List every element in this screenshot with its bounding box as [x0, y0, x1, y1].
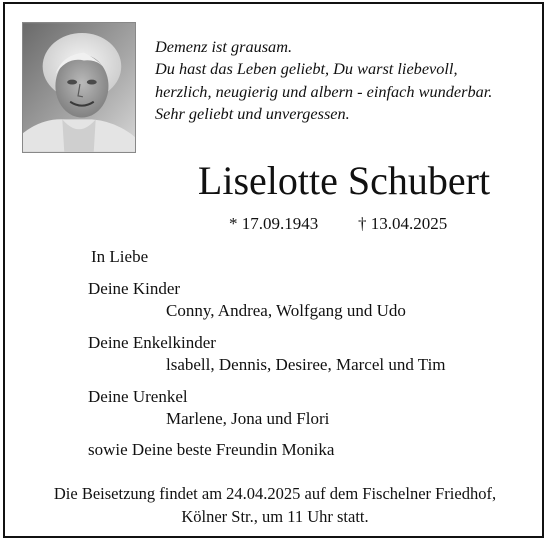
birth-date: * 17.09.1943 [229, 214, 319, 233]
group-label: Deine Enkelkinder [88, 333, 216, 352]
group-names: Conny, Andrea, Wolfgang und Udo [166, 301, 406, 320]
deceased-name: Liselotte Schubert [197, 158, 491, 203]
funeral-info [0, 482, 550, 528]
group-label: Deine Urenkel [88, 387, 188, 406]
group-names: Marlene, Jona und Flori [166, 409, 330, 428]
funeral-line: Kölner Str., um 11 Uhr statt. [181, 507, 369, 526]
intro-text: In Liebe [91, 247, 149, 266]
quote-line: Sehr geliebt und unvergessen. [155, 103, 350, 123]
quote-text [155, 36, 530, 125]
quote-line: herzlich, neugierig und albern - einfach wunderbar. [155, 81, 493, 101]
group-names: lsabell, Dennis, Desiree, Marcel und Tim [166, 355, 446, 374]
group-label: Deine Kinder [88, 279, 181, 298]
quote-line: Du hast das Leben geliebt, Du warst liebevoll, [155, 59, 458, 79]
portrait-photo [22, 22, 136, 153]
death-date: † 13.04.2025 [358, 214, 448, 233]
funeral-line: Die Beisetzung findet am 24.04.2025 auf dem Fischelner Friedhof, [53, 484, 497, 503]
friend-text: sowie Deine beste Freundin Monika [88, 440, 335, 459]
quote-line: Demenz ist grausam. [155, 37, 293, 56]
portrait-photo-icon [23, 23, 135, 152]
